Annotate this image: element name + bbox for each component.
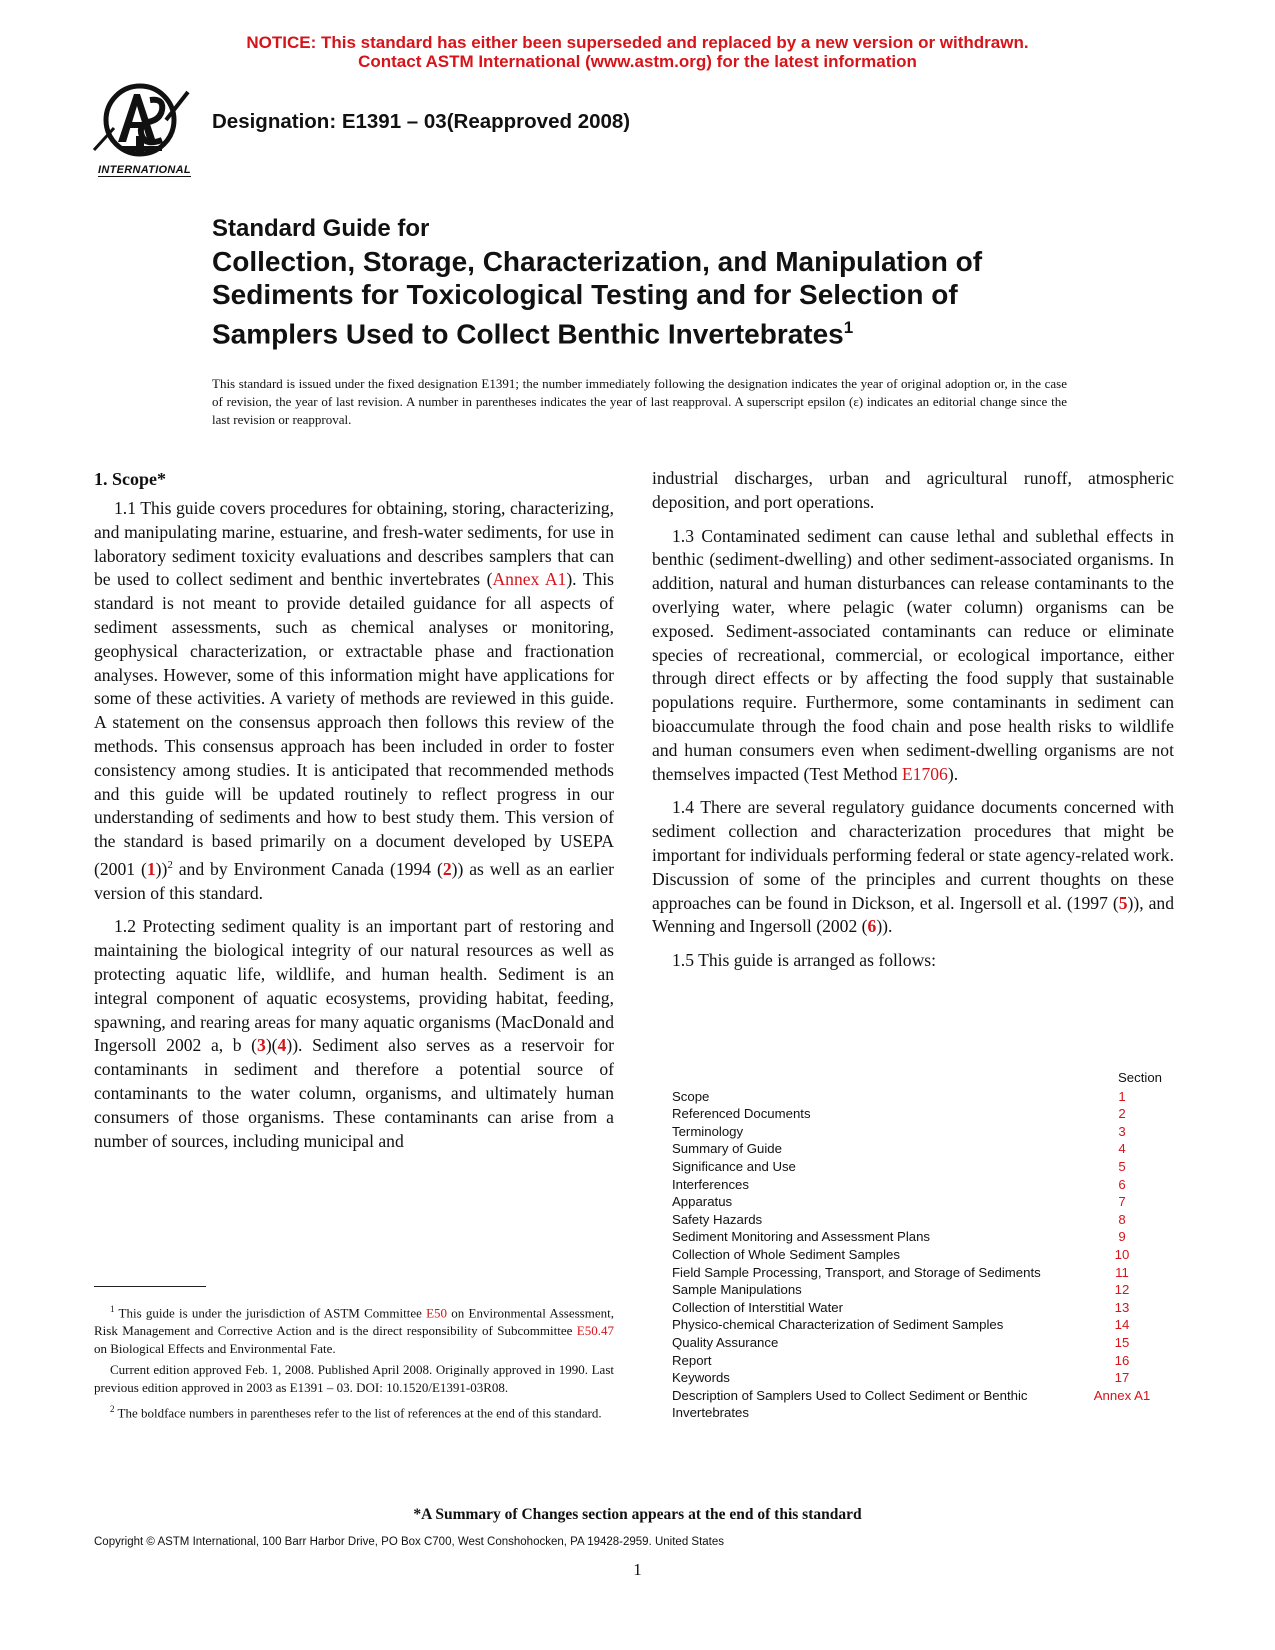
toc-section-link[interactable]: 7 — [1118, 1194, 1126, 1210]
toc-label: Collection of Whole Sediment Samples — [672, 1246, 900, 1262]
toc-section-link[interactable]: 8 — [1118, 1211, 1126, 1227]
toc-section-link[interactable]: 15 — [1114, 1334, 1130, 1350]
toc-label: Significance and Use — [672, 1158, 796, 1174]
title-line-4: Samplers Used to Collect Benthic Invertebrates — [212, 318, 844, 350]
paragraph-1-2: 1.2 Protecting sediment quality is an important part of restoring and maintaining the biological integrity of our natural resources as well as protecting aquatic life, wildlife, and human health. Sediment is an integral component of aquatic ecosystems, providing habitat, feeding, spawning, and rearing areas for many aquatic organisms (MacDonald and Ingersoll 2002 a, b (3)(4)). Sediment also serves as a reservoir for contaminants in sediment and therefore a potential source of contaminants to the water column, organisms, and ultimately human consumers of those organisms. These contaminants can arise from a number of sources, including municipal and — [94, 916, 614, 1151]
notice-line-1: NOTICE: This standard has either been superseded and replaced by a new version or withdrawn. — [246, 33, 1029, 52]
toc-label: Physico-chemical Characterization of Sediment Samples — [672, 1317, 1004, 1333]
astm-logo — [92, 80, 198, 180]
toc-row — [672, 1211, 1172, 1229]
e50-link[interactable]: E50 — [426, 1305, 448, 1321]
right-column — [652, 467, 1174, 983]
toc-section-link[interactable]: 13 — [1114, 1299, 1130, 1315]
paragraph-1-4: 1.4 There are several regulatory guidance documents concerned with sediment collection and characterization procedures that might be important for individuals performing federal or state agency-related work. Discussion of some of the principles and current thoughts on these approaches can be found in Dickson, et al. Ingersoll et al. (1997 (5)), and Wenning and Ingersoll (2002 (6)). — [652, 797, 1174, 937]
toc-row — [672, 1105, 1172, 1123]
footnote-2: $^2$ The boldface numbers in parentheses refer to the list of references at the end of this standard. — [110, 1404, 602, 1421]
e50-47-link[interactable]: E50.47 — [576, 1323, 614, 1339]
withdrawal-notice — [0, 33, 1275, 71]
toc-row — [672, 1316, 1172, 1334]
toc-label: Sample Manipulations — [672, 1282, 802, 1298]
toc-label: Quality Assurance — [672, 1334, 779, 1350]
toc-section-link[interactable]: 12 — [1114, 1282, 1130, 1298]
paragraph-1-2-continued: industrial discharges, urban and agricultural runoff, atmospheric deposition, and port operations. — [652, 468, 1174, 512]
toc-label: Sediment Monitoring and Assessment Plans — [672, 1229, 931, 1245]
toc-row — [672, 1369, 1172, 1387]
toc-row — [672, 1264, 1172, 1282]
toc-rows — [672, 1088, 1172, 1422]
toc-row — [672, 1176, 1172, 1194]
toc-label: Keywords — [672, 1370, 730, 1386]
paragraph-1-3: 1.3 Contaminated sediment can cause lethal and sublethal effects in benthic (sediment-dwelling) and other sediment-associated organisms. In addition, natural and human disturbances can release contaminants to the overlying water, where pelagic (water column) organisms can be exposed. Sediment-associated contaminants can reduce or eliminate species of recreational, commercial, or ecological importance, either through direct effects or by affecting the food supply that sustainable populations require. Furthermore, some contaminants in sediment can bioaccumulate through the food chain and pose health risks to wildlife and human consumers even when sediment-dwelling organisms are not themselves impacted (Test Method E1706). — [652, 525, 1174, 784]
designation: Designation: E1391 – 03(Reapproved 2008) — [212, 110, 631, 133]
document-title — [212, 212, 1172, 350]
title-footnote-mark: 1 — [843, 318, 854, 337]
toc-label: Scope — [672, 1088, 710, 1104]
toc-label: Summary of Guide — [672, 1141, 782, 1157]
toc-section-link[interactable]: Annex A1 — [1093, 1387, 1151, 1403]
toc-row — [672, 1088, 1172, 1106]
footnotes — [94, 1300, 614, 1426]
toc-row — [672, 1334, 1172, 1352]
e1706-link[interactable]: E1706 — [901, 763, 948, 784]
toc-section-link[interactable]: 3 — [1118, 1123, 1126, 1139]
reference-6-link[interactable]: 6 — [867, 916, 877, 937]
logo-org-text: INTERNATIONAL — [98, 164, 191, 176]
toc-label: Terminology — [672, 1123, 744, 1139]
toc-label: Referenced Documents — [672, 1106, 811, 1122]
copyright-line: Copyright © ASTM International, 100 Barr Harbor Drive, PO Box C700, West Conshohocken, PA 19428-2959. United States — [94, 1536, 725, 1548]
title-line-1: Standard Guide for — [212, 215, 430, 242]
toc-row — [672, 1387, 1172, 1422]
toc-label: Safety Hazards — [672, 1211, 763, 1227]
toc-label: Collection of Interstitial Water — [672, 1299, 844, 1315]
toc-row — [672, 1123, 1172, 1141]
annex-a1-link[interactable]: Annex A1 — [492, 569, 567, 590]
toc-row — [672, 1281, 1172, 1299]
title-line-2: Collection, Storage, Characterization, and Manipulation of — [212, 246, 983, 277]
toc-section-link[interactable]: 4 — [1118, 1141, 1126, 1157]
reference-2-link[interactable]: 2 — [442, 858, 452, 879]
reference-4-link[interactable]: 4 — [277, 1035, 287, 1056]
footnote-divider — [94, 1286, 206, 1287]
toc-header: Section — [1118, 1070, 1162, 1085]
toc-label: Report — [672, 1352, 712, 1368]
toc-section-link[interactable]: 14 — [1114, 1317, 1130, 1333]
toc-row — [672, 1158, 1172, 1176]
reference-5-link[interactable]: 5 — [1118, 892, 1128, 913]
toc-section-link[interactable]: 1 — [1118, 1088, 1126, 1104]
toc-label: Apparatus — [672, 1194, 733, 1210]
notice-line-2: Contact ASTM International (www.astm.org) for the latest information — [358, 52, 917, 71]
toc-label: Description of Samplers Used to Collect Sediment or Benthic Invertebrates — [672, 1387, 1028, 1421]
paragraph-1-5: 1.5 This guide is arranged as follows: — [672, 950, 937, 971]
toc-row — [672, 1193, 1172, 1211]
footnote-1-edition: Current edition approved Feb. 1, 2008. Published April 2008. Originally approved in 1990. Last previous edition approved in 2003 as E1391 – 03. DOI: 10.1520/E1391-03R08. — [94, 1362, 614, 1396]
guide-contents-table — [672, 1069, 1172, 1422]
page-number: 1 — [633, 1560, 642, 1579]
toc-row — [672, 1140, 1172, 1158]
toc-section-link[interactable]: 10 — [1114, 1246, 1130, 1262]
toc-label: Field Sample Processing, Transport, and Storage of Sediments — [672, 1264, 1041, 1280]
toc-row — [672, 1228, 1172, 1246]
toc-section-link[interactable]: 6 — [1118, 1176, 1126, 1192]
toc-section-link[interactable]: 9 — [1118, 1229, 1126, 1245]
reference-1-link[interactable]: 1 — [146, 858, 156, 879]
toc-section-link[interactable]: 11 — [1115, 1264, 1129, 1280]
title-line-3: Sediments for Toxicological Testing and for Selection of — [212, 279, 958, 310]
toc-label: Interferences — [672, 1176, 749, 1192]
summary-of-changes-note: *A Summary of Changes section appears at the end of this standard — [413, 1506, 862, 1523]
reference-3-link[interactable]: 3 — [257, 1035, 266, 1056]
toc-section-link[interactable]: 16 — [1114, 1352, 1130, 1368]
toc-section-link[interactable]: 2 — [1118, 1106, 1126, 1122]
section-heading-scope: 1. Scope* — [94, 469, 166, 489]
left-column — [94, 467, 614, 1163]
toc-section-link[interactable]: 5 — [1118, 1158, 1126, 1174]
footnote-1: $^1$ This guide is under the jurisdiction of ASTM Committee E50 on Environmental Assessment, Risk Management and Corrective Action and is the direct responsibility of Subcommittee E50.47 on Biological Effects and Environmental Fate. — [94, 1304, 614, 1357]
toc-row — [672, 1246, 1172, 1264]
paragraph-1-1: 1.1 This guide covers procedures for obtaining, storing, characterizing, and manipulating marine, estuarine, and fresh-water sediments, for use in laboratory sediment toxicity evaluations and describes samplers that can be used to collect sediment and benthic invertebrates (Annex A1). This standard is not meant to provide detailed guidance for all aspects of sediment assessments, such as chemical analyses or monitoring, geophysical characterization, or extractable phase and fractionation analyses. However, some of this information might have applications for some of these activities. A variety of methods are reviewed in this guide. A statement on the consensus approach then follows this review of the methods. This consensus approach has been included in order to foster consistency among studies. It is anticipated that recommended methods and this guide will be updated routinely to reflect progress in our understanding of sediments and how to best study them. This version of the standard is based primarily on a document developed by USEPA (2001 (1))$^2$ and by Environment Canada (1994 (2)) as well as an earlier version of this standard. — [94, 498, 614, 903]
toc-row — [672, 1352, 1172, 1370]
issuance-note: This standard is issued under the fixed designation E1391; the number immediately following the designation indicates the year of original adoption or, in the case of revision, the year of last revision. A number in parentheses indicates the year of last reapproval. A superscript epsilon (ε) indicates an editorial change since the last revision or reapproval. — [212, 376, 1067, 427]
toc-section-link[interactable]: 17 — [1114, 1370, 1130, 1386]
toc-row — [672, 1299, 1172, 1317]
